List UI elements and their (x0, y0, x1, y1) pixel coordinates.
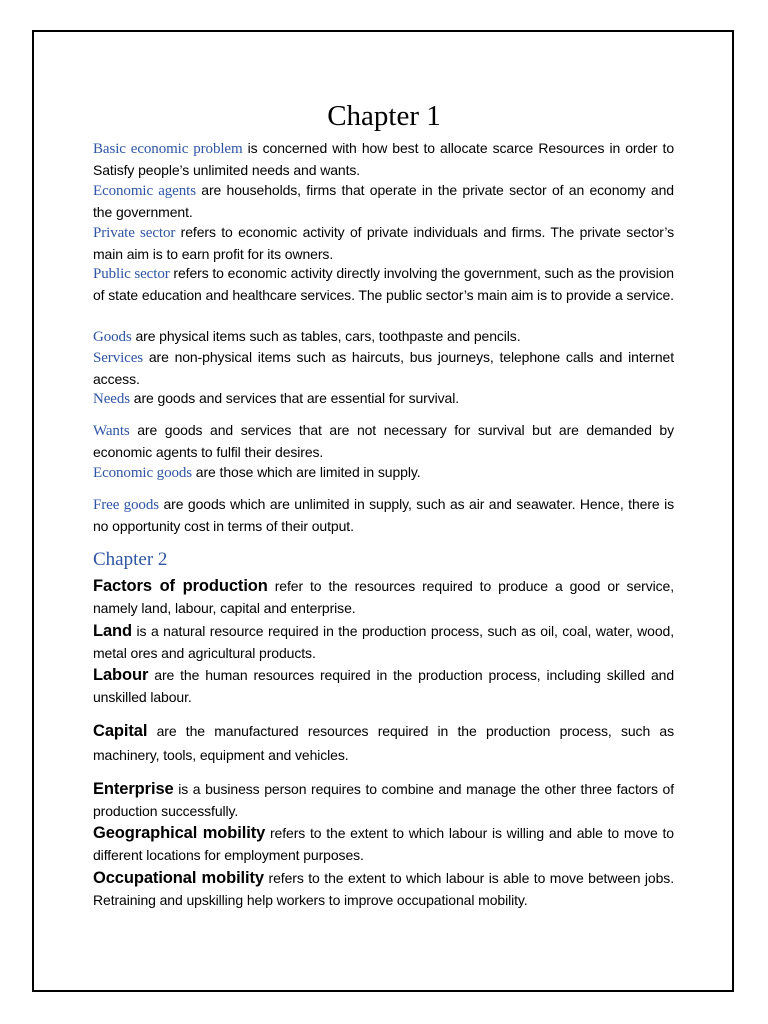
definition-text: refers to economic activity directly involving the government, such as the provision of state education and healthcare services. The public sector’s main aim is to provide a service. (93, 265, 674, 303)
definition (93, 664, 674, 708)
definition-text: are physical items such as tables, cars, toothpaste and pencils. (131, 328, 521, 344)
definition (93, 180, 674, 223)
definition-text: are households, firms that operate in the private sector of an economy and the government. (93, 182, 674, 220)
definition (93, 263, 674, 306)
definition (93, 822, 674, 866)
definition-text: are the human resources required in the production process, including skilled and unskilled labour. (93, 667, 674, 705)
definition (93, 575, 674, 619)
term: Needs (93, 391, 130, 407)
definition-text: is concerned with how best to allocate scarce Resources in order to Satisfy people’s unlimited needs and wants. (93, 140, 675, 178)
definition (93, 420, 674, 463)
term: Economic agents (93, 183, 196, 199)
term: Occupational mobility (93, 869, 265, 887)
definition (93, 462, 674, 484)
term: Free goods (93, 497, 159, 513)
chapter-1-title: Chapter 1 (327, 100, 441, 132)
definition-text: are goods which are unlimited in supply, such as air and seawater. Hence, there is no opportunity cost in terms of their output. (93, 496, 674, 534)
term: Labour (93, 666, 149, 684)
definition (93, 494, 674, 537)
term: Private sector (93, 225, 176, 241)
term: Public sector (93, 266, 170, 282)
definition-text: is a natural resource required in the production process, such as oil, coal, water, wood, metal ores and agricultural products. (93, 623, 674, 661)
term: Geographical mobility (93, 824, 266, 842)
definition (93, 620, 674, 664)
definition (93, 326, 674, 348)
term: Wants (93, 423, 130, 439)
term: Capital (93, 722, 148, 740)
term: Enterprise (93, 780, 174, 798)
definition-text: are goods and services that are essential for survival. (130, 390, 460, 406)
definition-text: refers to the extent to which labour is willing and able to move to different locations for employment purposes. (93, 825, 674, 863)
definition (93, 347, 674, 390)
definition (93, 867, 674, 911)
term: Services (93, 350, 144, 366)
chapter-2-heading: Chapter 2 (93, 549, 168, 570)
definition-text: refers to economic activity of private individuals and firms. The private sector’s main aim is to earn profit for its owners. (93, 224, 675, 262)
definition-text: are non-physical items such as haircuts, bus journeys, telephone calls and internet access. (93, 349, 674, 387)
term: Factors of production (93, 577, 268, 595)
definition (93, 388, 674, 410)
definition-text: are those which are limited in supply. (192, 464, 421, 480)
term: Basic economic problem (93, 141, 243, 157)
definition-text: refer to the resources required to produce a good or service, namely land, labour, capital and enterprise. (93, 578, 674, 616)
term: Land (93, 622, 133, 640)
term: Goods (93, 329, 132, 345)
definition-text: is a business person requires to combine and manage the other three factors of production successfully. (93, 781, 674, 819)
definition (93, 222, 674, 265)
definition (93, 719, 674, 767)
definition (93, 778, 674, 822)
definition-text: are goods and services that are not necessary for survival but are demanded by economic agents to fulfil their desires. (93, 422, 674, 460)
definition (93, 138, 674, 181)
term: Economic goods (93, 465, 193, 481)
definition-text: refers to the extent to which labour is able to move between jobs. Retraining and upskilling help workers to improve occupational mobility. (93, 870, 674, 908)
definition-text: are the manufactured resources required in the production process, such as machinery, tools, equipment and vehicles. (93, 723, 674, 763)
